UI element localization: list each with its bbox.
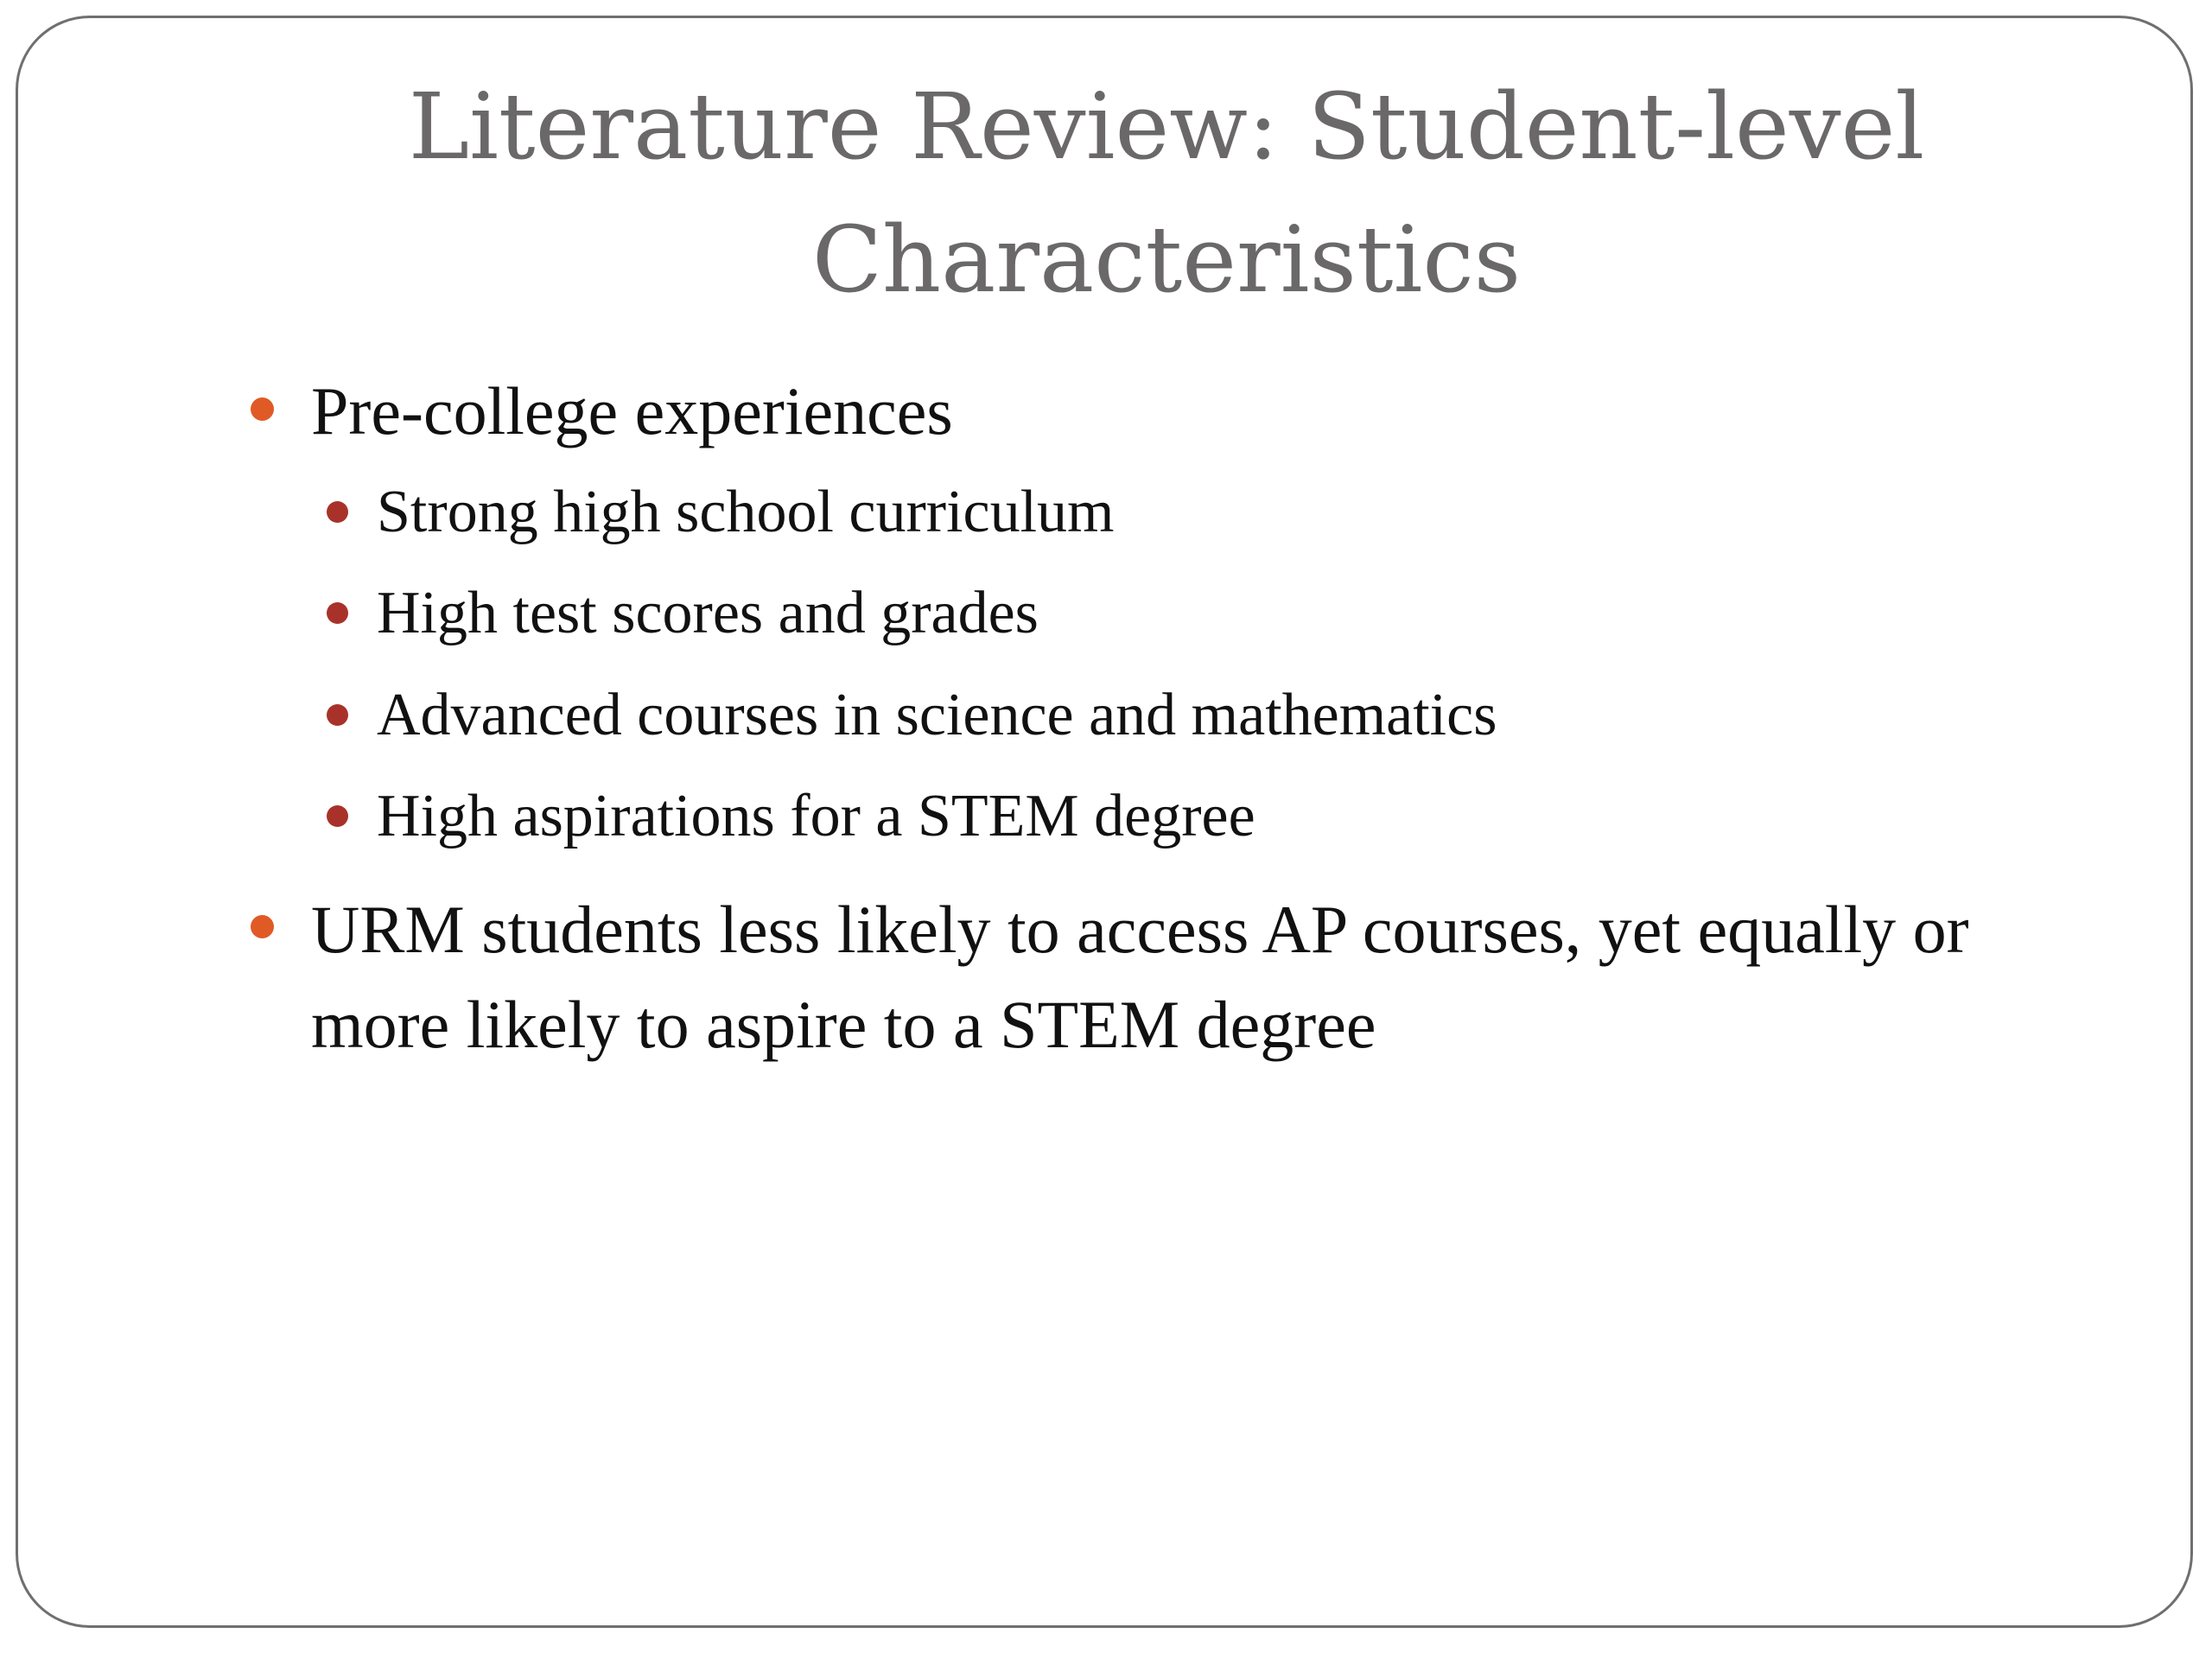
bullet-item: Pre-college experiences: [311, 373, 953, 448]
bullet-marker: [251, 915, 274, 938]
sub-bullet-marker: [327, 805, 348, 827]
bullet-item-line-2: more likely to aspire to a STEM degree: [311, 987, 1376, 1062]
bullet-marker: [251, 397, 274, 421]
sub-bullet-item: Advanced courses in science and mathematics: [377, 682, 1497, 748]
sub-bullet-item: High test scores and grades: [377, 580, 1039, 646]
bullet-item-line-1: URM students less likely to access AP courses, yet equally or: [311, 892, 1969, 967]
sub-bullet-item: High aspirations for a STEM degree: [377, 783, 1255, 849]
sub-bullet-item: Strong high school curriculum: [377, 479, 1115, 545]
sub-bullet-marker: [327, 602, 348, 624]
sub-bullet-marker: [327, 704, 348, 726]
slide-title-line-2: Characteristics: [811, 207, 1522, 313]
slide-title-line-1: Literature Review: Student-level: [408, 73, 1925, 180]
sub-bullet-marker: [327, 501, 348, 523]
